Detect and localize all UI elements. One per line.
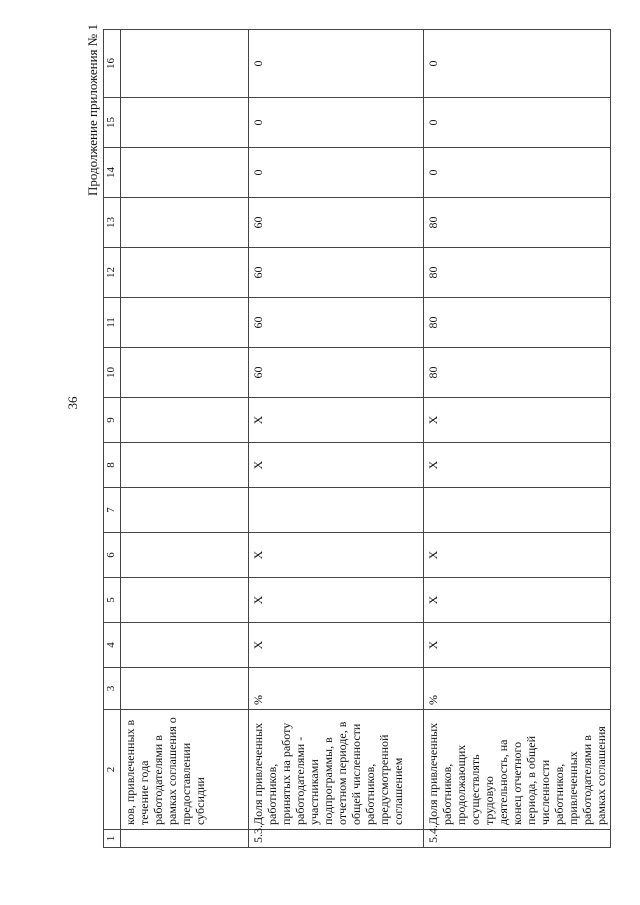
row-cell: X xyxy=(249,398,424,443)
row-indicator-name: Доля привлеченных работников, принятых на работу работодателями - участниками подпрограммы, в отчетном периоде, в общей численности работников, предусмотренной соглашением xyxy=(249,710,424,830)
col-header: 4 xyxy=(104,623,121,668)
row-cell: X xyxy=(249,443,424,488)
row-cell: X xyxy=(424,578,611,623)
row-number xyxy=(121,830,249,848)
row-cell: 60 xyxy=(249,198,424,248)
row-indicator-name: ков, привлеченных в течение года работодателями в рамках соглашения о предоставлении субсидии xyxy=(121,710,249,830)
row-cell: X xyxy=(424,533,611,578)
row-cell xyxy=(121,298,249,348)
col-header: 5 xyxy=(104,578,121,623)
row-indicator-name: Доля привлеченных работников, продолжающих осуществлять трудовую деятельность, на конец отчетного периода, в общей численности работников, привлеченных работодателями в рамках соглашения xyxy=(424,710,611,830)
row-cell xyxy=(121,533,249,578)
row-cell: 0 xyxy=(249,148,424,198)
row-cell: 80 xyxy=(424,198,611,248)
row-cell: 0 xyxy=(249,98,424,148)
appendix-continuation-note: Продолжение приложения № 1 xyxy=(85,24,100,196)
row-cell xyxy=(424,488,611,533)
page-number: 36 xyxy=(65,396,80,410)
row-unit: % xyxy=(424,668,611,710)
row-cell: X xyxy=(424,623,611,668)
row-cell xyxy=(121,198,249,248)
row-cell: 80 xyxy=(424,298,611,348)
row-cell xyxy=(121,623,249,668)
table-row xyxy=(249,30,424,848)
row-unit xyxy=(121,668,249,710)
row-cell xyxy=(121,578,249,623)
table-row xyxy=(121,30,249,848)
row-cell: X xyxy=(249,623,424,668)
col-header: 15 xyxy=(104,98,121,148)
col-header: 7 xyxy=(104,488,121,533)
col-header: 12 xyxy=(104,248,121,298)
row-cell: 0 xyxy=(424,148,611,198)
col-header: 8 xyxy=(104,443,121,488)
row-cell: 60 xyxy=(249,248,424,298)
col-header: 16 xyxy=(104,30,121,98)
row-number: 5.3. xyxy=(249,830,424,848)
column-number-row xyxy=(104,30,121,848)
row-cell xyxy=(249,488,424,533)
row-cell xyxy=(121,443,249,488)
rotated-table-container xyxy=(103,30,608,848)
col-header: 3 xyxy=(104,668,121,710)
row-cell xyxy=(121,248,249,298)
col-header: 2 xyxy=(104,710,121,830)
row-cell: 60 xyxy=(249,298,424,348)
row-cell: 0 xyxy=(249,30,424,98)
col-header: 13 xyxy=(104,198,121,248)
col-header: 10 xyxy=(104,348,121,398)
row-cell: X xyxy=(424,443,611,488)
col-header: 14 xyxy=(104,148,121,198)
col-header: 1 xyxy=(104,830,121,848)
col-header: 9 xyxy=(104,398,121,443)
row-cell: 0 xyxy=(424,98,611,148)
row-number: 5.4. xyxy=(424,830,611,848)
table-row xyxy=(424,30,611,848)
row-cell xyxy=(121,30,249,98)
row-cell xyxy=(121,348,249,398)
row-cell: 80 xyxy=(424,348,611,398)
row-cell: 60 xyxy=(249,348,424,398)
row-cell: X xyxy=(424,398,611,443)
col-header: 11 xyxy=(104,298,121,348)
row-unit: % xyxy=(249,668,424,710)
col-header: 6 xyxy=(104,533,121,578)
row-cell: X xyxy=(249,578,424,623)
row-cell xyxy=(121,398,249,443)
row-cell xyxy=(121,488,249,533)
indicators-table xyxy=(103,29,611,848)
row-cell: X xyxy=(249,533,424,578)
row-cell: 0 xyxy=(424,30,611,98)
row-cell xyxy=(121,98,249,148)
row-cell: 80 xyxy=(424,248,611,298)
row-cell xyxy=(121,148,249,198)
